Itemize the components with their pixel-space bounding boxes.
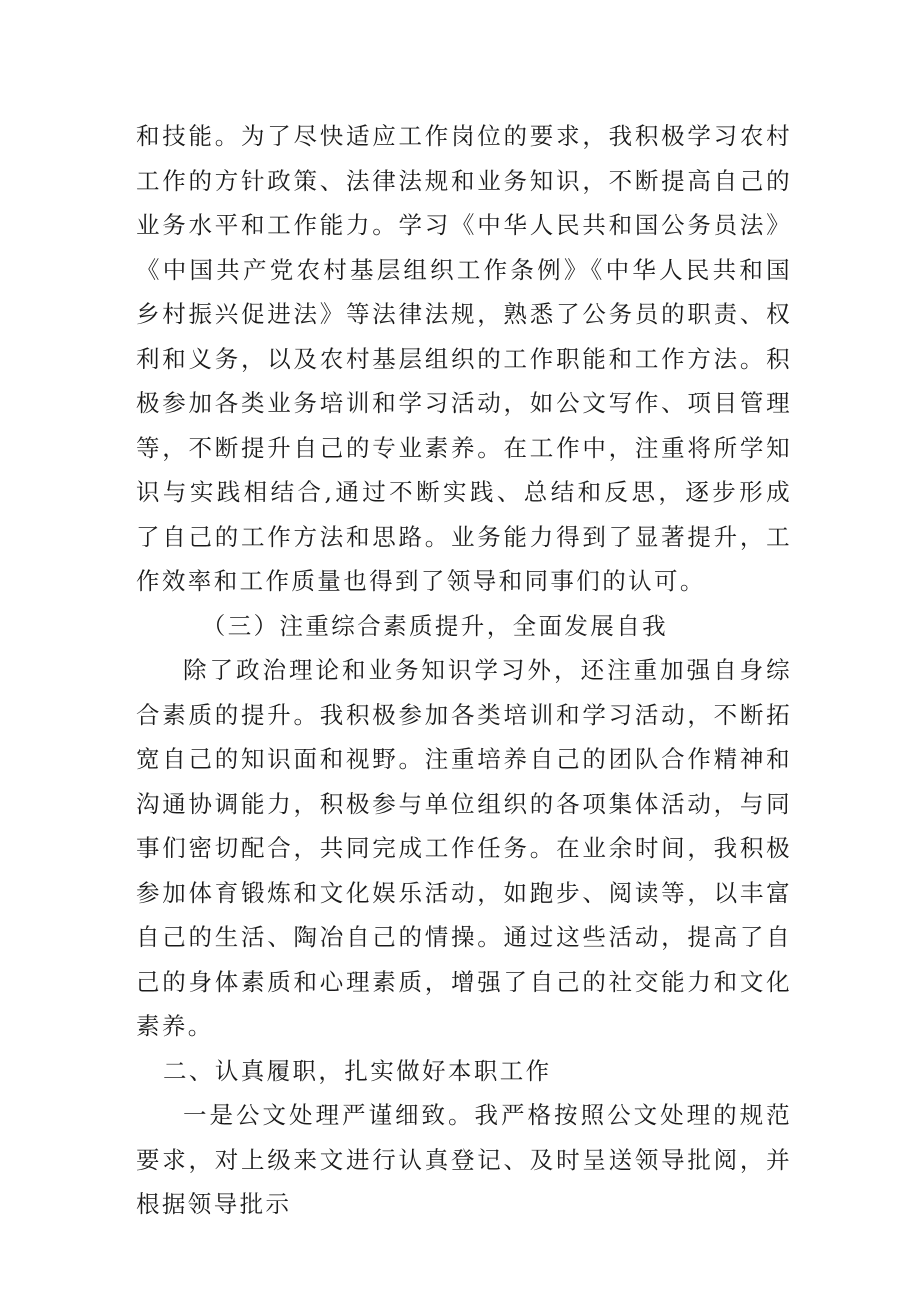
document-body [136,114,792,1227]
paragraph-body: 除了政治理论和业务知识学习外，还注重加强自身综合素质的提升。我积极参加各类培训和学习活动，不断拓宽自己的知识面和视野。注重培养自己的团队合作精神和沟通协调能力，积极参与单位组织的各项集体活动，与同事们密切配合，共同完成工作任务。在业余时间，我积极参加体育锻炼和文化娱乐活动，如跑步、阅读等，以丰富自己的生活、陶冶自己的情操。通过这些活动，提高了自己的身体素质和心理素质，增强了自己的社交能力和文化素养。 [136,656,792,1040]
paragraph-continuation: 和技能。为了尽快适应工作岗位的要求，我积极学习农村工作的方针政策、法律法规和业务知识，不断提高自己的业务水平和工作能力。学习《中华人民共和国公务员法》《中国共产党农村基层组织工作条例》《中华人民共和国乡村振兴促进法》等法律法规，熟悉了公务员的职责、权利和义务，以及农村基层组织的工作职能和工作方法。积极参加各类业务培训和学习活动，如公文写作、项目管理等，不断提升自己的专业素养。在工作中，注重将所学知识与实践相结合,通过不断实践、总结和反思，逐步形成了自己的工作方法和思路。业务能力得到了显著提升，工作效率和工作质量也得到了领导和同事们的认可。 [136,122,792,595]
section-heading: 二、认真履职，扎实做好本职工作 [163,1056,552,1085]
paragraph-body: 一是公文处理严谨细致。我严格按照公文处理的规范要求，对上级来文进行认真登记、及时呈送领导批阅，并根据领导批示 [136,1101,792,1218]
section-subheading: （三）注重综合素质提升，全面发展自我 [201,611,668,640]
